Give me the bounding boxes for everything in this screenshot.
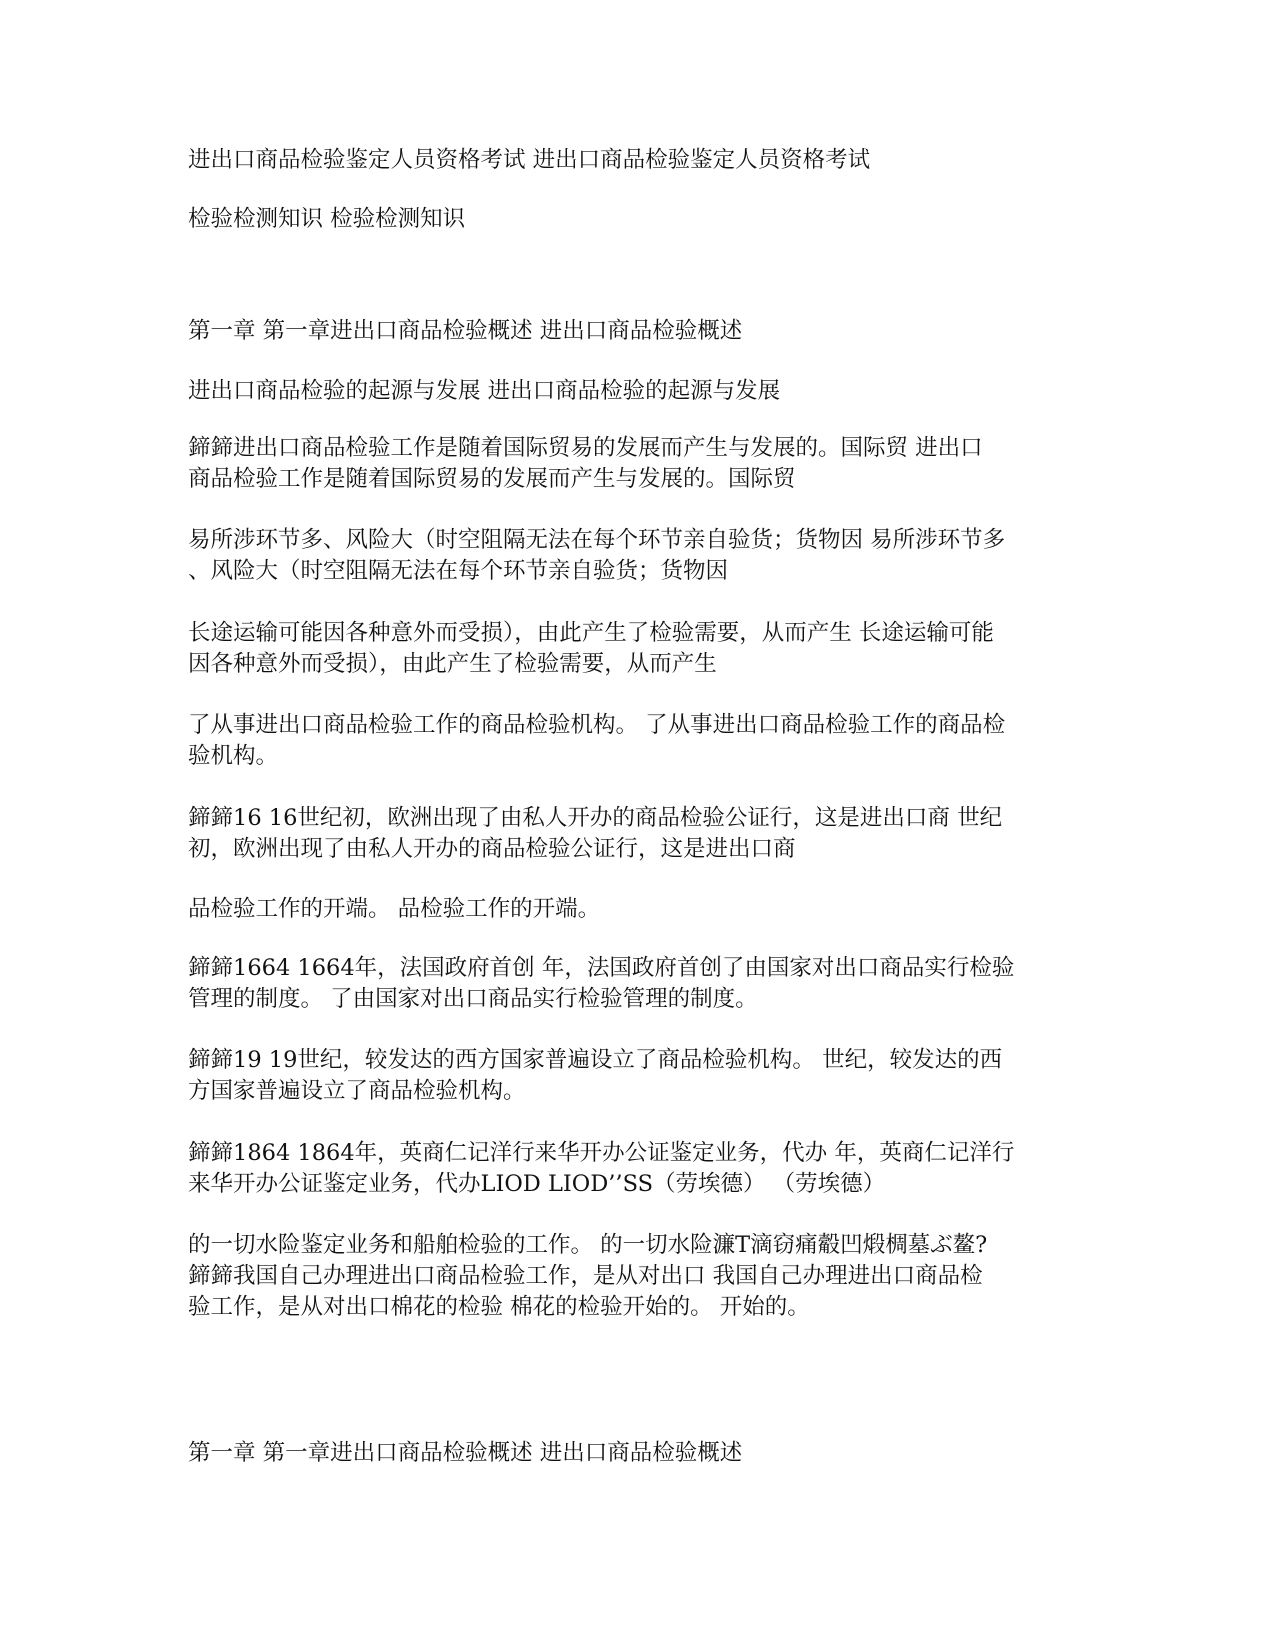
paragraph-line: 鍗鍗16 16世纪初，欧洲出现了由私人开办的商品检验公证行，这是进出口商 世纪 <box>188 805 1003 831</box>
paragraph-8 <box>188 1045 1098 1107</box>
paragraph-line: 鍗鍗我国自己办理进出口商品检验工作，是从对出口 我国自己办理进出口商品检 <box>188 1263 983 1289</box>
chapter-heading: 第一章 第一章进出口商品检验概述 进出口商品检验概述 <box>188 318 743 344</box>
document-subtitle: 检验检测知识 检验检测知识 <box>188 206 466 232</box>
paragraph-2 <box>188 525 1098 587</box>
paragraph-6 <box>188 894 1098 925</box>
paragraph-line: 来华开办公证鉴定业务，代办LIOD LIOD’’SS（劳埃德） （劳埃德） <box>188 1171 886 1197</box>
paragraph-line: 的一切水险鉴定业务和船舶检验的工作。 的一切水险濂T滴窃痛觳凹煅椆墓ぶ鳌? <box>188 1232 988 1258</box>
paragraph-9 <box>188 1138 1098 1200</box>
paragraph-1 <box>188 433 1098 495</box>
paragraph-line: 鍗鍗19 19世纪，较发达的西方国家普遍设立了商品检验机构。 世纪，较发达的西 <box>188 1047 1003 1073</box>
chapter-heading-repeat: 第一章 第一章进出口商品检验概述 进出口商品检验概述 <box>188 1440 743 1466</box>
paragraph-line: 品检验工作的开端。 品检验工作的开端。 <box>188 896 601 922</box>
paragraph-3 <box>188 618 1098 680</box>
paragraph-line: 验工作，是从对出口棉花的检验 棉花的检验开始的。 开始的。 <box>188 1294 810 1320</box>
section-heading: 进出口商品检验的起源与发展 进出口商品检验的起源与发展 <box>188 378 781 404</box>
paragraph-line: 鍗鍗1864 1864年，英商仁记洋行来华开办公证鉴定业务，代办 年，英商仁记洋行 <box>188 1140 1015 1166</box>
paragraph-10 <box>188 1230 1098 1323</box>
paragraph-line: 鍗鍗进出口商品检验工作是随着国际贸易的发展而产生与发展的。国际贸 进出口 <box>188 435 983 461</box>
paragraph-line: 、风险大（时空阻隔无法在每个环节亲自验货；货物因 <box>188 558 729 584</box>
paragraph-line: 易所涉环节多、风险大（时空阻隔无法在每个环节亲自验货；货物因 易所涉环节多 <box>188 527 1006 553</box>
paragraph-line: 初，欧洲出现了由私人开办的商品检验公证行，这是进出口商 <box>188 836 796 862</box>
paragraph-line: 验机构。 <box>188 743 279 769</box>
document-title: 进出口商品检验鉴定人员资格考试 进出口商品检验鉴定人员资格考试 <box>188 147 871 173</box>
paragraph-4 <box>188 710 1098 772</box>
paragraph-line: 方国家普遍设立了商品检验机构。 <box>188 1078 526 1104</box>
paragraph-line: 长途运输可能因各种意外而受损），由此产生了检验需要，从而产生 长途运输可能 <box>188 620 994 646</box>
paragraph-line: 因各种意外而受损），由此产生了检验需要，从而产生 <box>188 651 717 677</box>
paragraph-7 <box>188 953 1098 1015</box>
paragraph-line: 了从事进出口商品检验工作的商品检验机构。 了从事进出口商品检验工作的商品检 <box>188 712 1006 738</box>
paragraph-5 <box>188 803 1098 865</box>
paragraph-line: 管理的制度。 了由国家对出口商品实行检验管理的制度。 <box>188 986 758 1012</box>
paragraph-line: 鍗鍗1664 1664年，法国政府首创 年，法国政府首创了由国家对出口商品实行检验 <box>188 955 1015 981</box>
paragraph-line: 商品检验工作是随着国际贸易的发展而产生与发展的。国际贸 <box>188 466 796 492</box>
